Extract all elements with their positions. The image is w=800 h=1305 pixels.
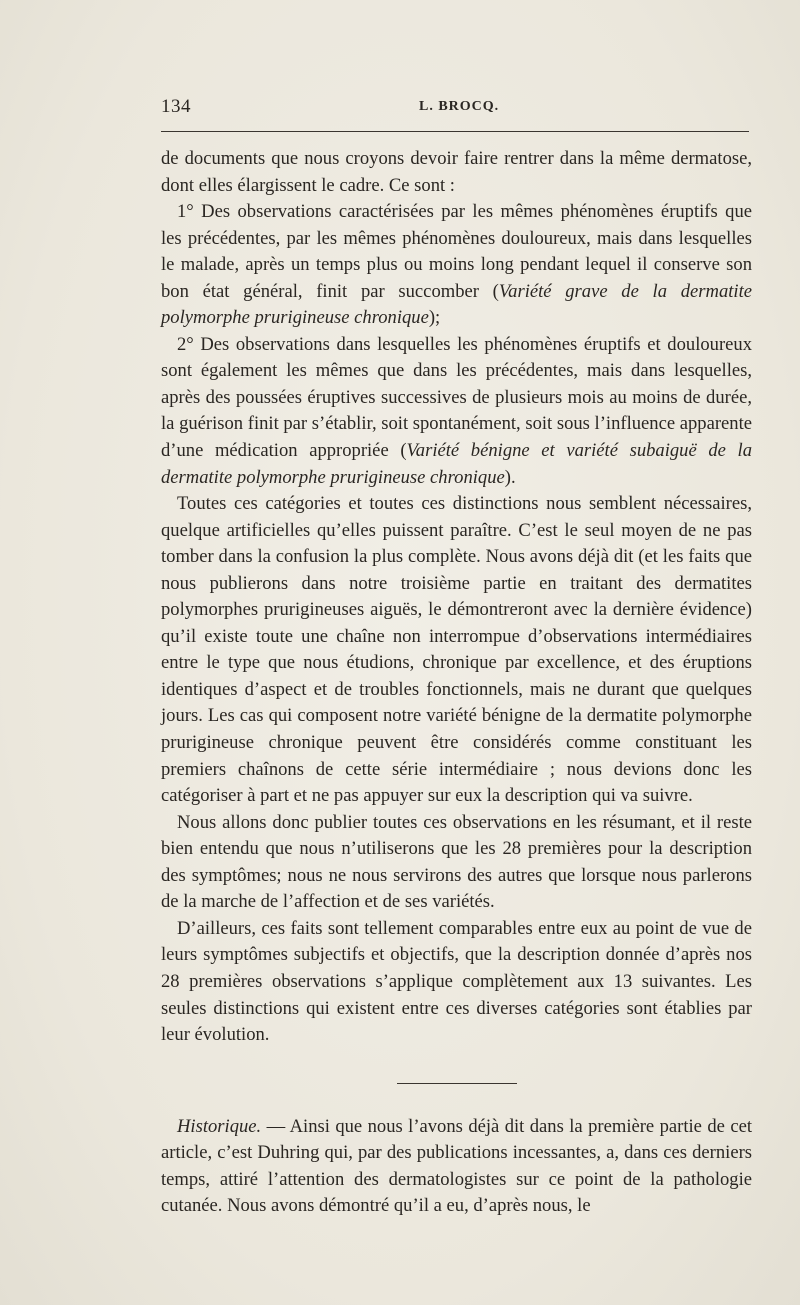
- italic-variety-benign: Variété bénigne et variété subaiguë de la dermatite polymorphe prurigineuse chronique: [161, 440, 752, 488]
- page-number: 134: [161, 96, 191, 117]
- section-heading-historique: Historique.: [177, 1115, 262, 1137]
- paragraph-variety-benign: 2° Des observations dans lesquelles les phénomènes éruptifs et douloureux sont également les mêmes que dans les précédentes, mais dans lesquelles, après des poussées éruptives successives de plusieurs mois au moins de durée, la guérison finit par s’établir, soit spontanément, soit sous l’influence apparente d’une médication appropriée (Variété bénigne et variété subaiguë de la dermatite polymorphe prurigineuse chronique).: [161, 333, 752, 488]
- paragraph-observations: Nous allons donc publier toutes ces observations en les résumant, et il reste bien entendu que nous n’utiliserons que les 28 premières pour la description des symptômes; nous ne nous servirons des autres que lorsque nous parlerons de la marche de l’affection et de ses variétés.: [161, 811, 752, 913]
- body-text: [161, 146, 752, 1220]
- header-rule: [161, 131, 749, 132]
- paragraph-historique: Historique. — Ainsi que nous l’avons déjà dit dans la première partie de cet article, c’est Duhring qui, par des publications incessantes, a, dans ces derniers temps, attiré l’attention des dermatologistes sur ce point de la pathologie cutanée. Nous avons démontré qu’il a eu, d’après nous, le: [161, 1115, 752, 1217]
- section-separator: [397, 1083, 517, 1084]
- italic-variety-grave: Variété grave de la dermatite polymorphe prurigineuse chronique: [161, 280, 753, 329]
- paragraph-categories: Toutes ces catégories et toutes ces distinctions nous semblent nécessaires, quelque artificielles qu’elles puissent paraître. C’est le seul moyen de ne pas tomber dans la confusion la plus complète. Nous avons déjà dit (et les faits que nous publierons dans notre troisième partie en traitant des dermatites polymorphes prurigineuses aiguës, le démontreront avec la dernière évidence) qu’il existe toute une chaîne non interrompue d’observations intermédiaires entre le type que nous étudions, chronique par excellence, et des éruptions identiques d’aspect et de troubles fonctionnels, mais ne durant que quelques jours. Les cas qui composent notre variété bénigne de la dermatite polymorphe prurigineuse chronique peuvent être considérés comme constituant les premiers chaînons de cette série intermédiaire ; nous devions donc les catégoriser à part et ne pas appuyer sur eux la description qui va suivre.: [161, 493, 752, 807]
- page-header: [161, 96, 749, 120]
- paragraph-variety-grave: 1° Des observations caractérisées par les mêmes phénomènes éruptifs que les précédentes, par les mêmes phénomènes douloureux, mais dans lesquelles le malade, après un temps plus ou moins long pendant lequel il conserve son bon état général, finit par succomber (Variété grave de la dermatite polymorphe prurigineuse chronique);: [161, 201, 753, 329]
- paragraph-comparison: D’ailleurs, ces faits sont tellement comparables entre eux au point de vue de leurs symptômes subjectifs et objectifs, que la description donnée d’après nos 28 premières observations s’applique complètement aux 13 suivantes. Les seules distinctions qui existent entre ces diverses catégories sont établies par leur évolution.: [161, 917, 752, 1046]
- running-title: L. BROCQ.: [419, 99, 500, 114]
- paragraph-continuation: de documents que nous croyons devoir faire rentrer dans la même dermatose, dont elles élargissent le cadre. Ce sont :: [161, 148, 752, 196]
